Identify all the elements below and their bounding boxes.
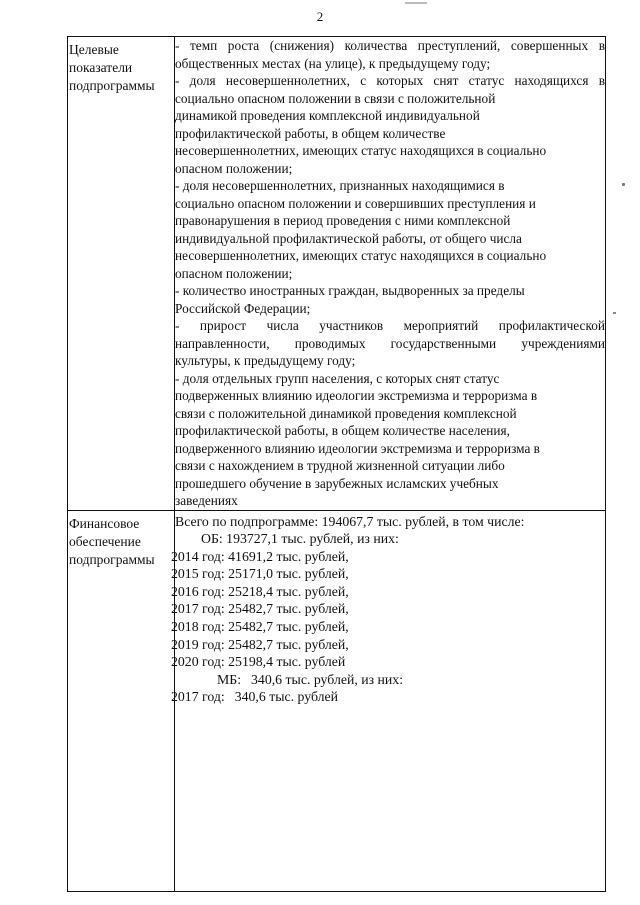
indicator-line: прошедшего обучение в зарубежных исламских учебных bbox=[175, 475, 499, 491]
indicator-line: динамикой проведения комплексной индивидуальной bbox=[175, 108, 480, 123]
indicator-line: Российской Федерации; bbox=[175, 300, 311, 316]
financing-ob-year: 2018 год: 25482,7 тыс. рублей, bbox=[171, 619, 349, 635]
row-label-cell bbox=[68, 510, 175, 891]
indicator-line: социально опасном положении в связи с положительной bbox=[175, 90, 496, 106]
indicator-item bbox=[175, 317, 605, 370]
row-label-cell bbox=[68, 37, 175, 511]
indicator-line: - доля отдельных групп населения, с которых снят статус bbox=[175, 370, 500, 386]
indicator-line: связи с нахождением в трудной жизненной ситуации либо bbox=[175, 458, 505, 473]
indicator-line: опасном положении; bbox=[175, 265, 293, 281]
indicator-item bbox=[175, 177, 605, 282]
indicator-line: опасном положении; bbox=[175, 160, 293, 176]
financing-label: Финансовое обеспечение подпрограммы bbox=[69, 515, 155, 567]
financing-ob-header: ОБ: 193727,1 тыс. рублей, из них: bbox=[201, 531, 399, 547]
financing-block bbox=[171, 511, 605, 707]
indicator-item bbox=[175, 72, 605, 177]
indicator-line: направленности, проводимых государственными учреждениями bbox=[175, 335, 605, 351]
ob-years-list bbox=[171, 548, 605, 671]
financing-ob-year: 2015 год: 25171,0 тыс. рублей, bbox=[171, 566, 349, 582]
financing-ob-year: 2020 год: 25198,4 тыс. рублей bbox=[171, 654, 346, 670]
indicator-line: профилактической работы, в общем количестве bbox=[175, 125, 446, 141]
indicator-line: связи с положительной динамикой проведения комплексной bbox=[175, 405, 517, 421]
scan-artifact bbox=[405, 2, 427, 4]
indicator-line: - темп роста (снижения) количества преступлений, совершенных в bbox=[175, 38, 605, 53]
indicator-line: несовершеннолетних, имеющих статус находящихся в социально bbox=[175, 143, 547, 158]
indicator-line: несовершеннолетних, имеющих статус находящихся в социально bbox=[175, 248, 547, 263]
indicator-line: подверженных влиянию идеологии экстремизма и терроризма в bbox=[175, 388, 538, 403]
indicator-line: общественных местах (на улице), к предыдущему году; bbox=[175, 55, 491, 71]
financing-ob-year: 2017 год: 25482,7 тыс. рублей, bbox=[171, 601, 349, 617]
indicators-list bbox=[175, 37, 605, 510]
indicator-line: культуры, к предыдущему году; bbox=[175, 353, 356, 368]
indicator-line: - прирост числа участников мероприятий профилактической bbox=[175, 318, 605, 333]
indicator-line: подверженного влиянию идеологии экстремизма и терроризма в bbox=[175, 440, 540, 456]
financing-mb-year: 2017 год: 340,6 тыс. рублей bbox=[171, 689, 339, 705]
page-number: 2 bbox=[316, 9, 324, 24]
indicator-item bbox=[175, 370, 605, 510]
indicator-line: - количество иностранных граждан, выдворенных за пределы bbox=[175, 283, 525, 298]
indicator-line: заведениях bbox=[175, 493, 238, 508]
indicator-line: - доля несовершеннолетних, с которых снят статус находящихся в bbox=[175, 73, 605, 88]
table-row-financing bbox=[68, 510, 606, 891]
financing-mb-header: МБ: 340,6 тыс. рублей, из них: bbox=[217, 671, 404, 687]
table-row-target-indicators bbox=[68, 37, 606, 511]
indicator-line: - доля несовершеннолетних, признанных находящимися в bbox=[175, 178, 505, 193]
subprogram-passport-table bbox=[67, 36, 606, 892]
financing-ob-year: 2016 год: 25218,4 тыс. рублей, bbox=[171, 583, 349, 599]
target-indicators-content bbox=[175, 37, 606, 511]
indicator-line: социально опасном положении и совершивших преступления и bbox=[175, 195, 536, 211]
indicator-item bbox=[175, 282, 605, 317]
indicator-item bbox=[175, 37, 605, 72]
target-indicators-label: Целевые показатели подпрограммы bbox=[69, 42, 155, 93]
indicator-line: профилактической работы, в общем количестве населения, bbox=[175, 423, 510, 438]
scan-artifact bbox=[622, 183, 625, 186]
financing-total: Всего по подпрограмме: 194067,7 тыс. рублей, в том числе: bbox=[175, 513, 525, 529]
financing-content bbox=[171, 510, 606, 891]
indicator-line: правонарушения в период проведения с ними комплексной bbox=[175, 213, 511, 228]
financing-ob-year: 2014 год: 41691,2 тыс. рублей, bbox=[171, 548, 349, 564]
indicator-line: индивидуальной профилактической работы, от общего числа bbox=[175, 230, 522, 246]
financing-ob-year: 2019 год: 25482,7 тыс. рублей, bbox=[171, 636, 349, 652]
scan-artifact bbox=[613, 312, 616, 314]
